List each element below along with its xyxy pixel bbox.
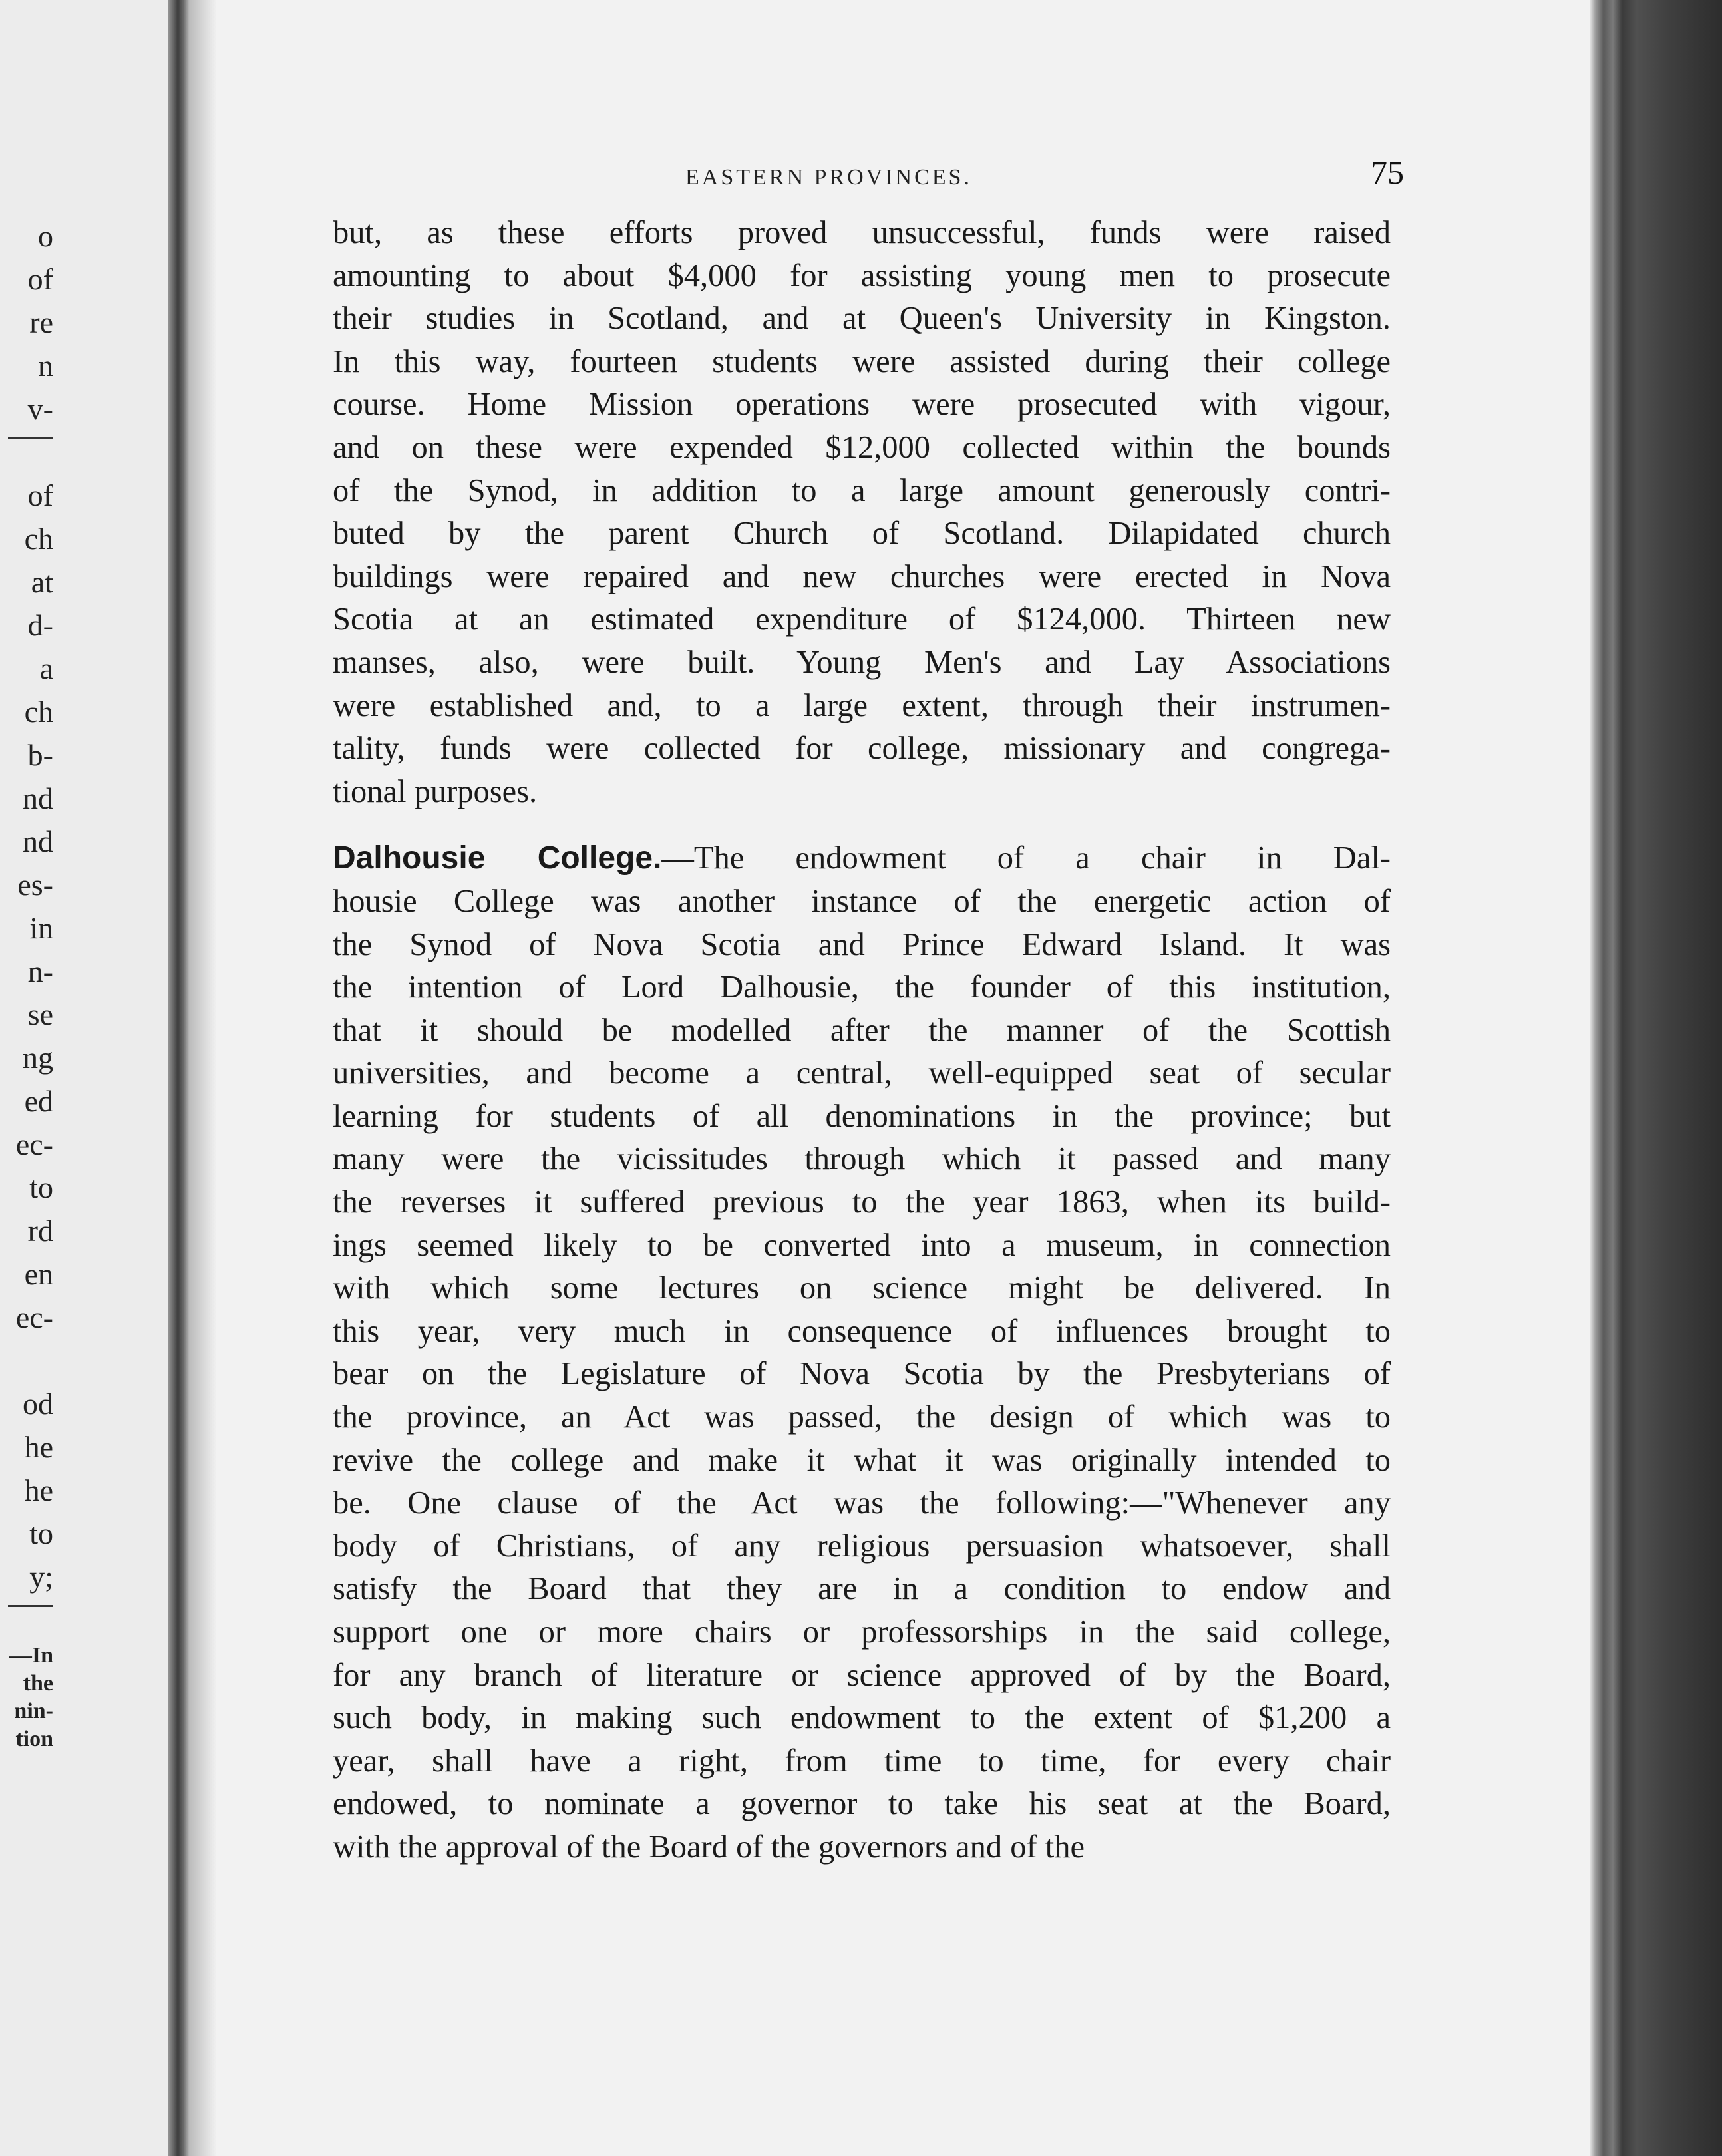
text-line: and on these were expended $12,000 collected within the bounds <box>333 429 1391 465</box>
fragment-text: —In <box>9 1643 53 1668</box>
fragment-text: ng <box>23 1041 53 1075</box>
fragment-text: in <box>29 911 53 945</box>
fragment-text: b- <box>27 738 53 772</box>
paragraph-scottish-students <box>333 212 1391 813</box>
section-heading: Dalhousie College. <box>333 840 662 876</box>
fragment-text: nd <box>23 824 53 858</box>
fragment-group-4 <box>0 1642 53 1753</box>
text-line: such body, in making such endowment to the extent of $1,200 a <box>333 1700 1391 1736</box>
text-line: body of Christians, of any religious persuasion whatsoever, shall <box>333 1528 1391 1564</box>
fragment-text: he <box>24 1473 53 1507</box>
previous-page-fragments <box>0 214 53 1753</box>
fragment-text: n <box>38 349 53 383</box>
running-head: EASTERN PROVINCES. <box>685 165 972 190</box>
paragraph-dalhousie-college <box>333 837 1391 1869</box>
book-page <box>333 153 1404 1869</box>
text-line: for any branch of literature or science approved of by the Board, <box>333 1657 1391 1693</box>
text-line: but, as these efforts proved unsuccessful, funds were raised <box>333 215 1391 250</box>
fragment-gap <box>0 1339 53 1382</box>
text-line: the Synod of Nova Scotia and Prince Edward Island. It was <box>333 926 1391 962</box>
page-header <box>333 153 1404 193</box>
text-line: revive the college and make it what it was originally intended to <box>333 1442 1391 1478</box>
text-line: of the Synod, in addition to a large amount generously contri- <box>333 472 1391 508</box>
fragment-text: en <box>24 1257 53 1291</box>
text-line: the intention of Lord Dalhousie, the founder of this institution, <box>333 970 1391 1005</box>
fragment-text: se <box>27 997 53 1031</box>
fragment-text: of <box>27 262 53 296</box>
text-line: were established and, to a large extent, through their instrumen- <box>333 687 1391 723</box>
text-line: bear on the Legislature of Nova Scotia by the Presbyterians of <box>333 1356 1391 1392</box>
text-line <box>333 837 1391 880</box>
text-line: tality, funds were collected for college, missionary and congrega- <box>333 731 1391 767</box>
fragment-text: of <box>27 478 53 512</box>
text-line: year, shall have a right, from time to time, for every chair <box>333 1743 1391 1779</box>
text-line: buildings were repaired and new churches were erected in Nova <box>333 558 1391 594</box>
heading-continuation: —The endowment of a chair in Dal- <box>661 840 1391 876</box>
fragment-text: ch <box>24 695 53 729</box>
text-line: the province, an Act was passed, the design of which was to <box>333 1399 1391 1435</box>
fragment-text: a <box>39 651 53 685</box>
text-line: course. Home Mission operations were prosecuted with vigour, <box>333 387 1391 423</box>
book-gutter <box>168 0 190 2156</box>
page-number: 75 <box>1371 154 1404 191</box>
fragment-group-1 <box>0 214 53 431</box>
fragment-text: the <box>23 1671 53 1696</box>
fragment-text: o <box>38 219 53 253</box>
text-line: satisfy the Board that they are in a condition to endow and <box>333 1571 1391 1607</box>
fragment-text: ch <box>24 522 53 556</box>
text-line: ings seemed likely to be converted into a museum, in connection <box>333 1227 1391 1263</box>
fragment-text: od <box>23 1387 53 1421</box>
fragment-text: v- <box>27 392 53 426</box>
text-line: Scotia at an estimated expenditure of $124,000. Thirteen new <box>333 602 1391 637</box>
text-line: buted by the parent Church of Scotland. Dilapidated church <box>333 516 1391 552</box>
fragment-text: ed <box>24 1084 53 1118</box>
text-line: that it should be modelled after the manner of the Scottish <box>333 1012 1391 1048</box>
fragment-text: ec- <box>15 1127 53 1161</box>
text-line: amounting to about $4,000 for assisting young men to prosecute <box>333 258 1391 293</box>
fragment-text: nd <box>23 781 53 815</box>
fragment-text: re <box>29 305 53 339</box>
text-line: many were the vicissitudes through which it passed and many <box>333 1141 1391 1177</box>
fragment-text: d- <box>27 608 53 642</box>
text-line: tional purposes. <box>333 773 538 809</box>
fragment-text: nin- <box>14 1699 53 1723</box>
text-line: this year, very much in consequence of influences brought to <box>333 1313 1391 1349</box>
fragment-text: tion <box>15 1727 53 1751</box>
fragment-rule-2 <box>8 1605 53 1607</box>
text-line: In this way, fourteen students were assisted during their college <box>333 343 1391 379</box>
fragment-text: at <box>31 565 53 599</box>
fragment-text: n- <box>27 954 53 988</box>
text-line: endowed, to nominate a governor to take his seat at the Board, <box>333 1786 1391 1822</box>
text-line: universities, and become a central, well-equipped seat of secular <box>333 1055 1391 1091</box>
text-line: with which some lectures on science might be delivered. In <box>333 1270 1391 1306</box>
text-line: their studies in Scotland, and at Queen's University in Kingston. <box>333 301 1391 337</box>
book-page-edges <box>1590 0 1722 2156</box>
text-line: with the approval of the Board of the governors and of the <box>333 1829 1085 1865</box>
text-line: manses, also, were built. Young Men's and Lay Associations <box>333 644 1391 680</box>
fragment-text: ec- <box>15 1300 53 1334</box>
fragment-text: to <box>29 1170 53 1204</box>
fragment-text: rd <box>27 1214 53 1248</box>
fragment-rule <box>8 437 53 439</box>
text-line: support one or more chairs or professorships in the said college, <box>333 1614 1391 1650</box>
gutter-shadow <box>190 0 217 2156</box>
text-line: learning for students of all denominations in the province; but <box>333 1098 1391 1134</box>
fragment-text: es- <box>17 868 53 902</box>
fragment-text: he <box>24 1430 53 1464</box>
text-line: housie College was another instance of the energetic action of <box>333 883 1391 919</box>
text-line: be. One clause of the Act was the following:—"Whenever any <box>333 1485 1391 1521</box>
fragment-text: to <box>29 1517 53 1550</box>
fragment-group-2 <box>0 474 53 1339</box>
fragment-text: y; <box>29 1560 53 1594</box>
fragment-group-3 <box>0 1382 53 1598</box>
text-line: the reverses it suffered previous to the year 1863, when its build- <box>333 1184 1391 1220</box>
